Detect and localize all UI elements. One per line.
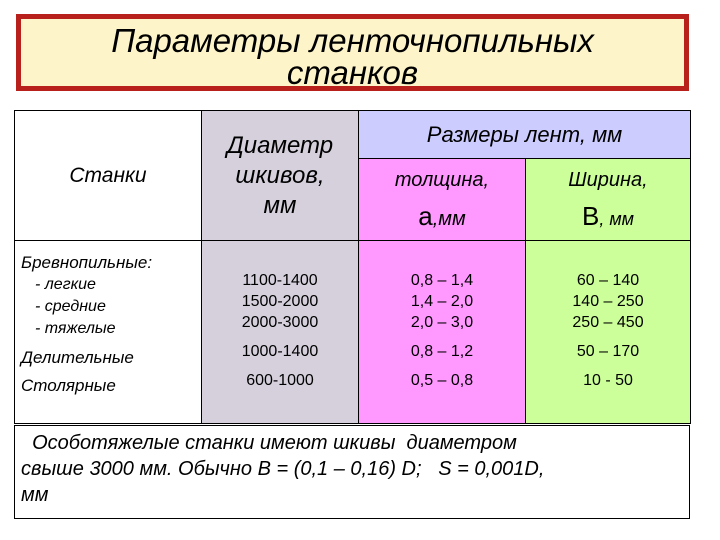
row-label: Столярные — [21, 376, 116, 395]
diameter-value: 1000-1400 — [241, 343, 319, 360]
header-band-sizes: Размеры лент, мм — [359, 111, 691, 159]
width-unit: , мм — [599, 209, 635, 229]
row-label: - легкие — [35, 276, 96, 293]
width-value: 10 - 50 — [583, 372, 633, 389]
header-diameter — [202, 111, 359, 241]
width-symbol: В — [581, 201, 600, 231]
note-box — [14, 425, 690, 519]
row-label: - тяжелые — [35, 320, 116, 337]
width-column — [526, 241, 691, 424]
note-line-2: свыше 3000 мм. Обычно В = (0,1 – 0,16) D; S = 0,001D, — [21, 458, 545, 480]
row-label: Делительные — [21, 348, 134, 367]
header-machines: Станки — [15, 111, 202, 241]
header-diameter-line-1: Диаметр — [226, 131, 334, 159]
row-label: - средние — [35, 298, 106, 315]
thickness-unit: ,мм — [432, 208, 466, 230]
header-thickness — [359, 159, 526, 241]
thickness-symbol: а — [418, 201, 433, 231]
thickness-value: 0,5 – 0,8 — [410, 372, 474, 389]
header-thickness-unit-line — [359, 198, 525, 237]
title-banner — [16, 14, 689, 91]
header-thickness-word: толщина, — [394, 169, 490, 191]
width-value: 250 – 450 — [572, 314, 644, 331]
note-line-3: мм — [21, 484, 49, 506]
diameter-column — [202, 241, 359, 424]
diameter-value: 1500-2000 — [241, 293, 319, 310]
title-line-2: станков — [286, 54, 419, 91]
row-label: Бревнопильные: — [21, 253, 153, 272]
width-value: 140 – 250 — [572, 293, 644, 310]
header-diameter-line-3: мм — [263, 191, 297, 219]
header-diameter-line-2: шкивов, — [235, 161, 325, 189]
width-value: 60 – 140 — [576, 272, 640, 289]
diameter-value: 2000-3000 — [241, 314, 319, 331]
thickness-value: 2,0 – 3,0 — [410, 314, 474, 331]
machines-column — [15, 241, 202, 424]
parameters-table — [14, 110, 691, 424]
thickness-column — [359, 241, 526, 424]
thickness-value: 0,8 – 1,4 — [410, 272, 474, 289]
title-line-1: Параметры ленточнопильных — [111, 22, 594, 59]
diameter-value: 600-1000 — [246, 372, 314, 389]
header-width-word: Ширина, — [568, 169, 648, 191]
note-line-1: Особотяжелые станки имеют шкивы диаметром — [21, 432, 517, 454]
header-width-unit-line — [526, 198, 690, 237]
diameter-value: 1100-1400 — [242, 272, 318, 289]
thickness-value: 0,8 – 1,2 — [410, 343, 474, 360]
width-value: 50 – 170 — [576, 343, 640, 360]
header-width — [526, 159, 691, 241]
thickness-value: 1,4 – 2,0 — [410, 293, 474, 310]
